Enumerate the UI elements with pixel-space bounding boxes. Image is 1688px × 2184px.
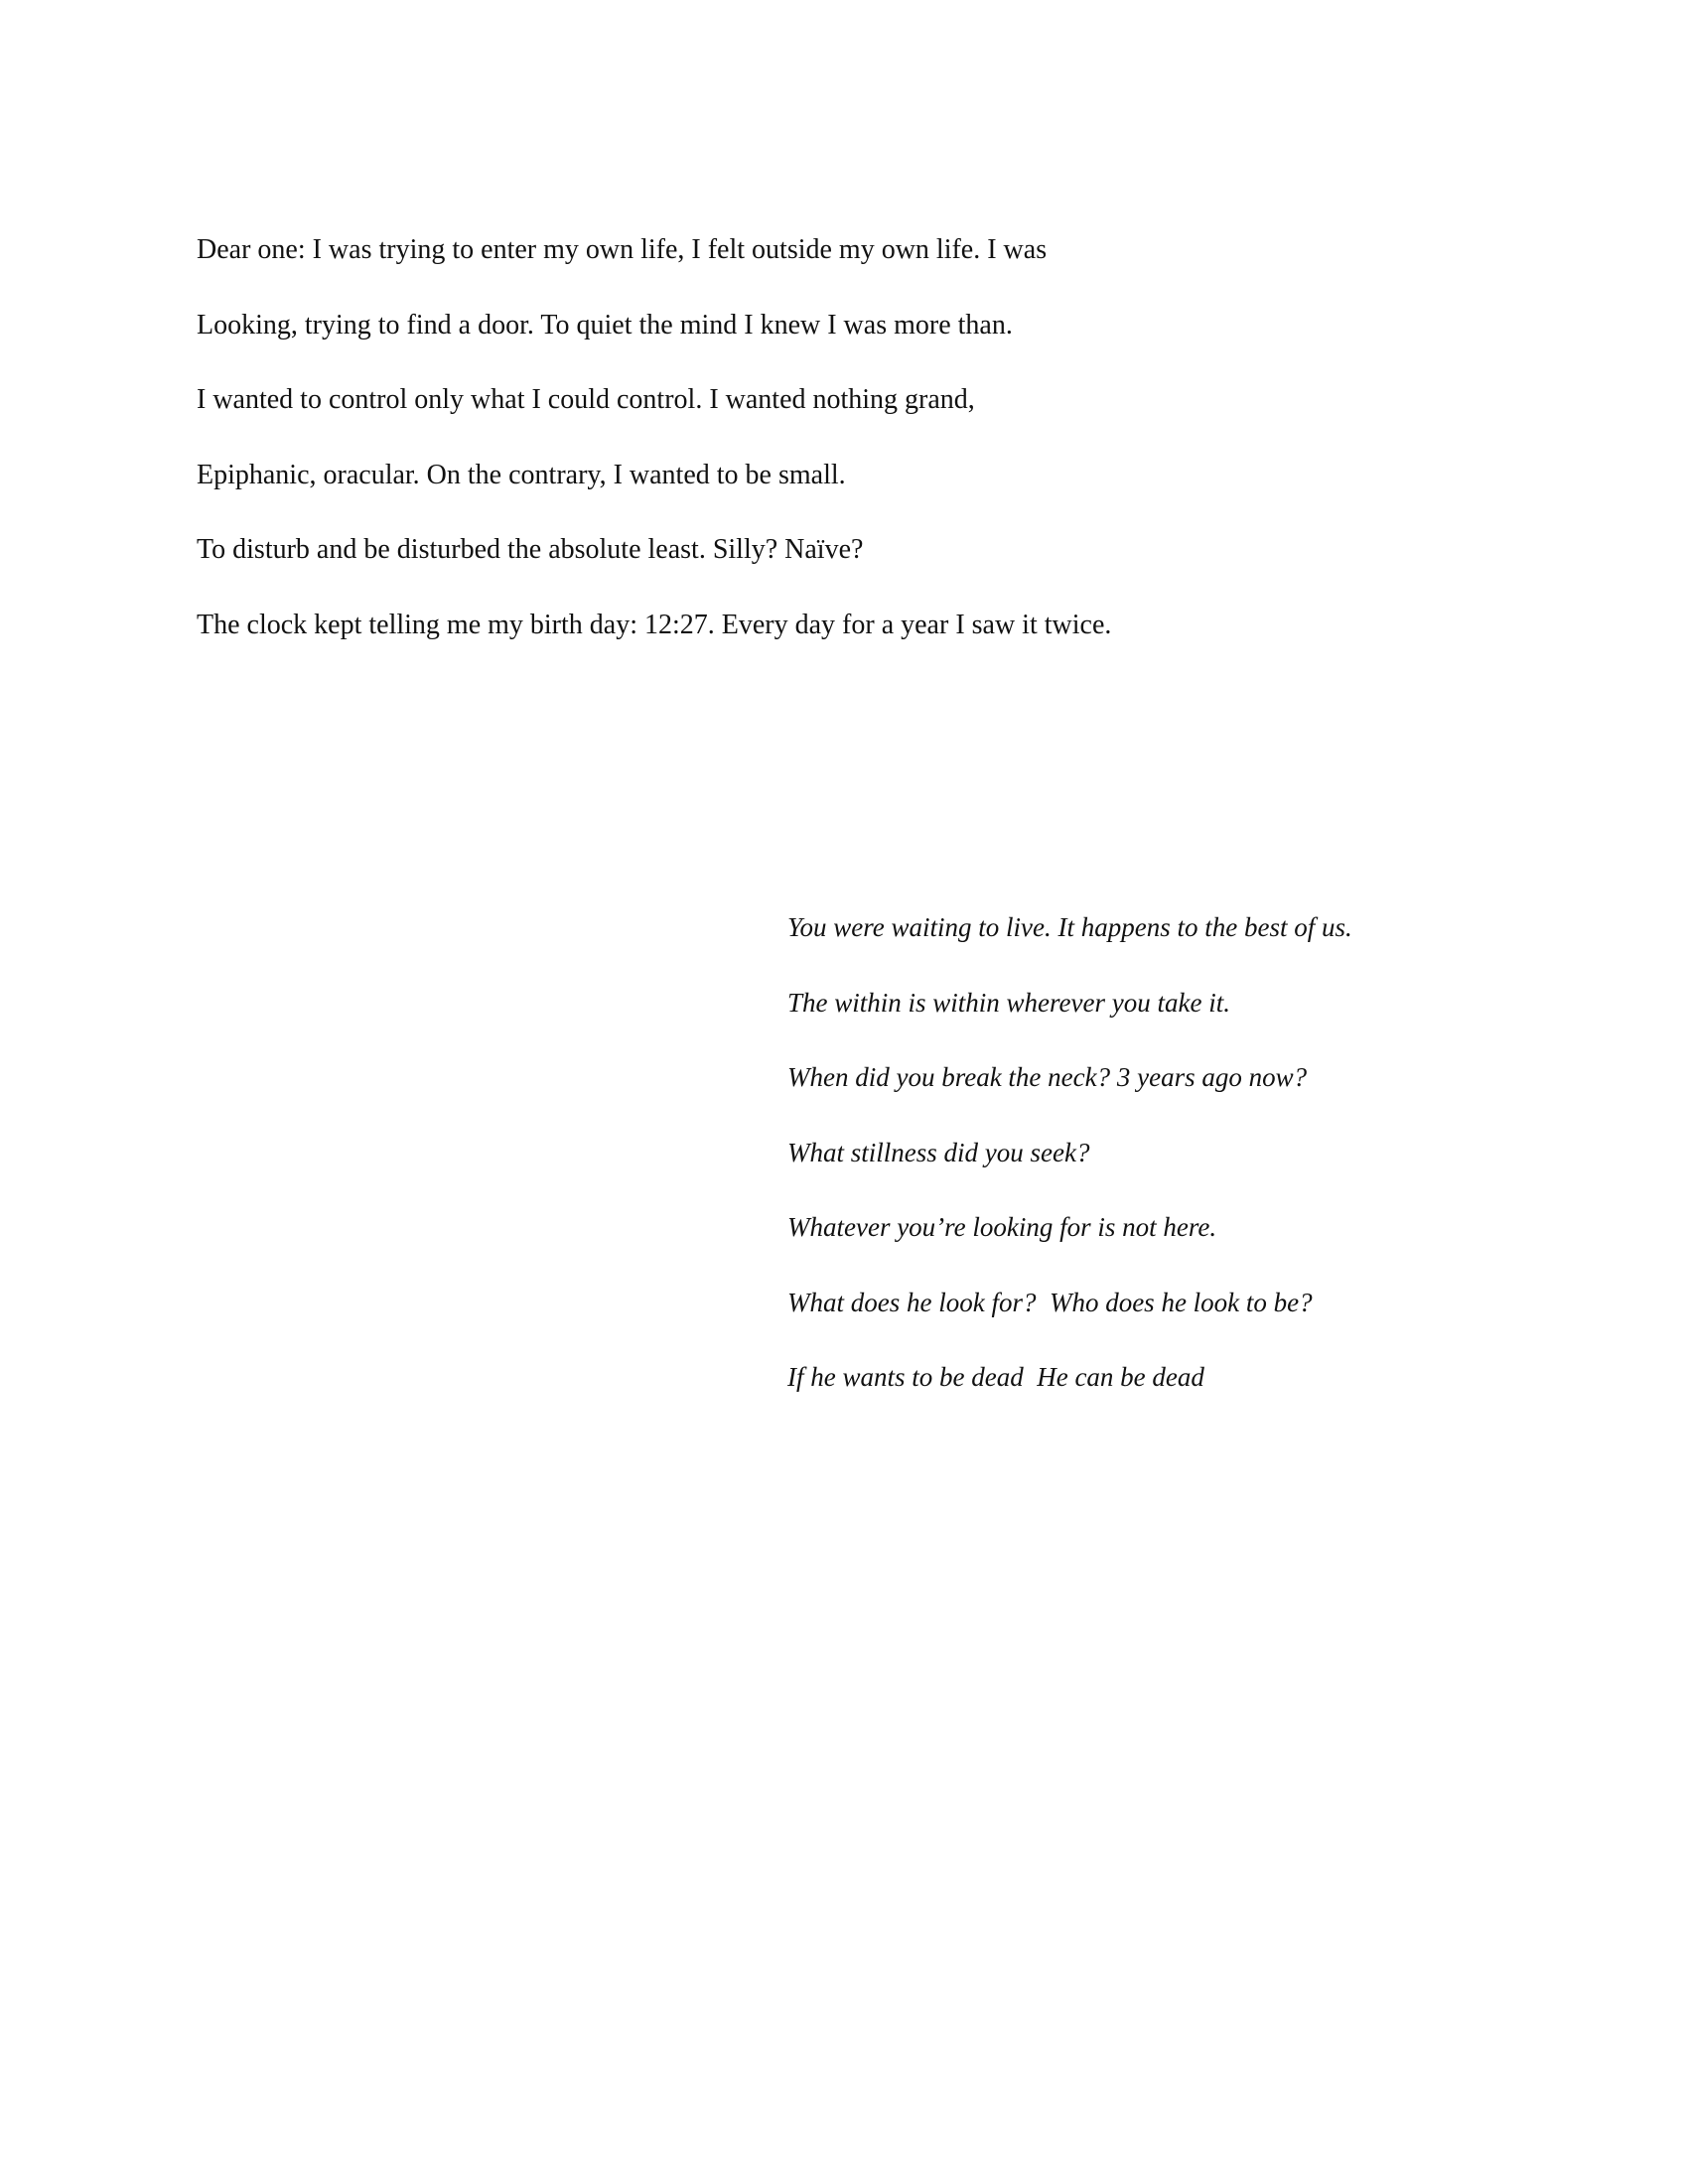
poem-line-italic: You were waiting to live. It happens to the best of us.	[787, 912, 1352, 942]
poem-line: The clock kept telling me my birth day: 12:27. Every day for a year I saw it twice.	[197, 609, 1112, 640]
poem-line-italic: Whatever you’re looking for is not here.	[787, 1212, 1217, 1242]
poem-line-italic: What does he look for? Who does he look to be?	[787, 1287, 1313, 1317]
poem-line: To disturb and be disturbed the absolute least. Silly? Naïve?	[197, 534, 864, 565]
poem-line: Looking, trying to find a door. To quiet the mind I knew I was more than.	[197, 309, 1013, 341]
stanza-upright	[197, 228, 1111, 678]
poem-line-italic: If he wants to be dead He can be dead	[787, 1362, 1204, 1392]
poem-line-italic: The within is within wherever you take it.	[787, 987, 1230, 1018]
poem-line-italic: When did you break the neck? 3 years ago now?	[787, 1062, 1308, 1092]
poem-line-italic: What stillness did you seek?	[787, 1137, 1090, 1167]
poem-line: Dear one: I was trying to enter my own life, I felt outside my own life. I was	[197, 234, 1048, 265]
poem-line: Epiphanic, oracular. On the contrary, I wanted to be small.	[197, 459, 846, 490]
poem-line: I wanted to control only what I could control. I wanted nothing grand,	[197, 384, 975, 415]
stanza-italic	[787, 905, 1352, 1431]
